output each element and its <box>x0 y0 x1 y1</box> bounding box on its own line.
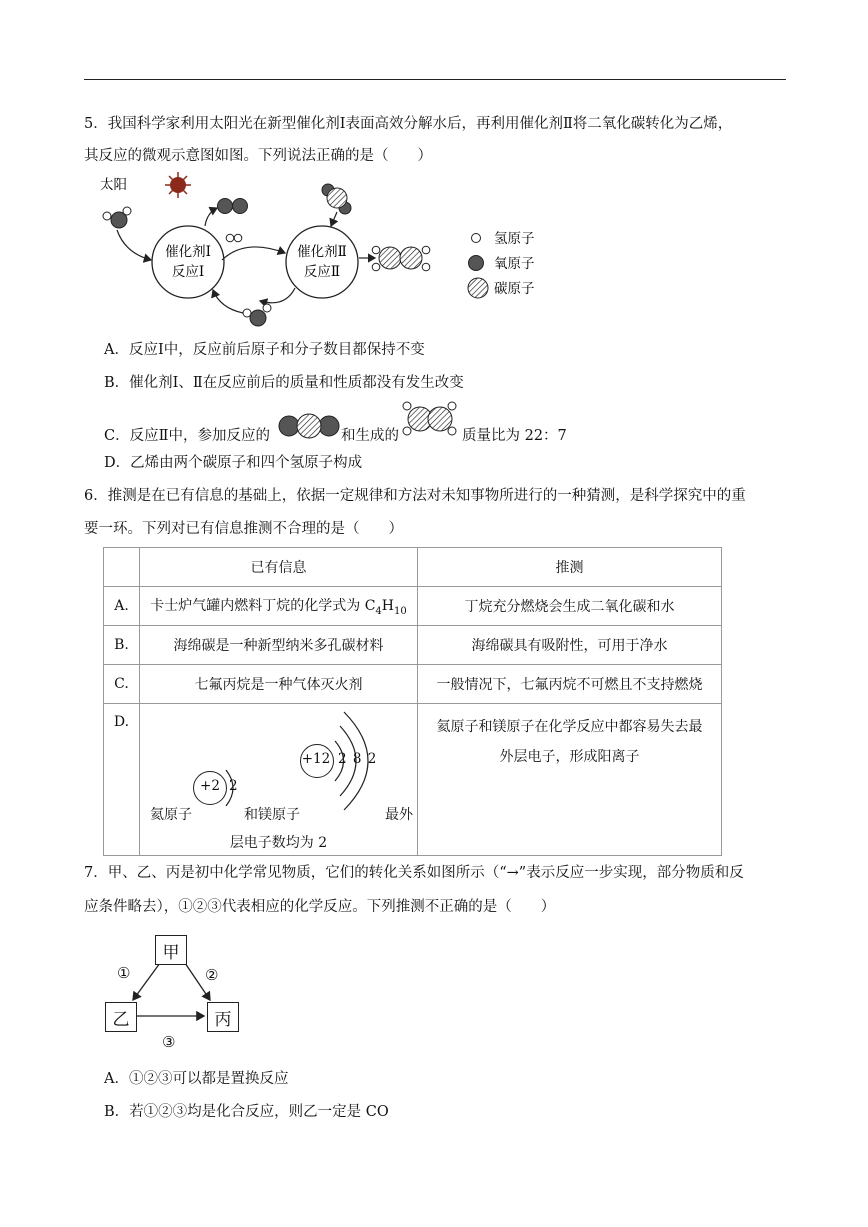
label-reaction-2: ② <box>205 966 219 984</box>
q5-option-c-part3: 质量比为 22：7 <box>462 428 567 444</box>
helium-shell-count: 2 <box>229 778 238 794</box>
q5-option-c-part1: C．反应Ⅱ中，参加反应的 <box>104 428 270 444</box>
q5-option-b[interactable]: B．催化剂Ⅰ、Ⅱ在反应前后的质量和性质都没有发生改变 <box>104 375 464 391</box>
box-yi: 乙 <box>105 1002 137 1032</box>
header-infer: 推测 <box>418 548 722 587</box>
row-label: A. <box>104 587 140 626</box>
q6-info-table <box>103 547 722 856</box>
row-info: 七氟丙烷是一种气体灭火剂 <box>140 665 418 704</box>
table-row-a[interactable] <box>104 587 722 626</box>
q5-option-a[interactable]: A．反应Ⅰ中，反应前后原子和分子数目都保持不变 <box>104 342 425 358</box>
row-label: B. <box>104 626 140 665</box>
row-label: D. <box>104 704 140 856</box>
row-infer: 海绵碳具有吸附性，可用于净水 <box>418 626 722 665</box>
catalyst-1-circle <box>152 226 224 298</box>
q7-stem-line1: 7．甲、乙、丙是初中化学常见物质，它们的转化关系如图所示（“→”表示反应一步实现，部分物质和反 <box>84 865 744 881</box>
ethylene-molecule-icon <box>400 398 460 440</box>
sun-icon <box>165 172 191 198</box>
atom-text-line2: 层电子数均为 2 <box>229 835 328 851</box>
atom-text-helium: 氦原子 <box>150 807 192 823</box>
box-jia: 甲 <box>155 935 187 965</box>
helium-nucleus-charge: +2 <box>200 778 220 794</box>
oxygen-legend-icon <box>469 256 484 271</box>
catalyst-2-circle <box>286 226 358 298</box>
q7-conversion-diagram <box>100 930 245 1050</box>
label-reaction-1: ① <box>117 964 131 982</box>
q6-stem-line1: 6．推测是在已有信息的基础上，依据一定规律和方法对未知事物所进行的一种猜测，是科学探究中的重 <box>84 488 746 504</box>
label-reaction-3: ③ <box>162 1033 176 1051</box>
oxygen-molecule-icon <box>218 199 248 214</box>
magnesium-shell-counts: 2 8 2 <box>338 751 378 767</box>
q5-option-c-part2: 和生成的 <box>341 428 399 444</box>
reaction-1-label: 反应Ⅰ <box>171 264 205 280</box>
row-info: 海绵碳是一种新型纳米多孔碳材料 <box>140 626 418 665</box>
water-molecule-icon <box>103 207 131 228</box>
catalyst-1-label: 催化剂Ⅰ <box>165 244 211 260</box>
table-row-c[interactable] <box>104 665 722 704</box>
table-row-b[interactable] <box>104 626 722 665</box>
row-infer-d <box>418 704 722 856</box>
atom-text-magnesium: 和镁原子 <box>244 807 300 823</box>
q7-option-a[interactable]: A．①②③可以都是置换反应 <box>104 1071 289 1087</box>
reaction-2-label: 反应Ⅱ <box>303 264 341 280</box>
q5-stem-line2: 其反应的微观示意图如图。下列说法正确的是（ ） <box>84 148 432 164</box>
catalyst-2-label: 催化剂Ⅱ <box>297 244 347 260</box>
header-rule <box>84 79 786 80</box>
ethylene-molecule-icon <box>372 246 430 271</box>
hydrogen-molecule-icon <box>226 234 242 242</box>
row-label: C. <box>104 665 140 704</box>
legend-hydrogen: 氢原子 <box>494 231 535 247</box>
table-row-d[interactable] <box>104 704 722 856</box>
hydrogen-legend-icon <box>472 234 481 243</box>
q5-option-c[interactable] <box>104 398 664 444</box>
q6-stem-line2: 要一环。下列对已有信息推测不合理的是（ ） <box>84 521 403 537</box>
row-infer: 丁烷充分燃烧会生成二氧化碳和水 <box>418 587 722 626</box>
q7-stem-line2: 应条件略去），①②③代表相应的化学反应。下列推测不正确的是（ ） <box>84 899 556 915</box>
row-info: 卡士炉气罐内燃料丁烷的化学式为 $C_4H_{10}$ <box>140 587 418 626</box>
water-molecule-output-icon <box>243 304 271 326</box>
header-info: 已有信息 <box>140 548 418 587</box>
q5-reaction-diagram <box>95 168 555 330</box>
infer-d-line2: 外层电子，形成阳离子 <box>499 749 640 765</box>
atom-text-outer: 最外 <box>385 807 413 823</box>
q5-option-d[interactable]: D．乙烯由两个碳原子和四个氢原子构成 <box>104 455 363 471</box>
legend-oxygen: 氧原子 <box>494 256 535 272</box>
sun-label: 太阳 <box>100 177 127 193</box>
table-header-row <box>104 548 722 587</box>
co2-molecule-icon <box>277 412 341 440</box>
row-infer: 一般情况下，七氟丙烷不可燃且不支持燃烧 <box>418 665 722 704</box>
header-blank <box>104 548 140 587</box>
carbon-legend-icon <box>468 278 488 298</box>
q7-option-b[interactable]: B．若①②③均是化合反应，则乙一定是 CO <box>104 1104 389 1120</box>
box-bing: 丙 <box>207 1002 239 1032</box>
infer-d-line1: 氦原子和镁原子在化学反应中都容易失去最 <box>436 719 703 735</box>
magnesium-nucleus-charge: +12 <box>301 751 331 767</box>
co2-molecule-icon <box>322 184 351 214</box>
row-info-atom-diagram <box>140 704 418 856</box>
legend-carbon: 碳原子 <box>494 281 535 297</box>
q5-stem-line1: 5．我国科学家利用太阳光在新型催化剂Ⅰ表面高效分解水后，再利用催化剂Ⅱ将二氧化碳转化为乙烯， <box>84 116 733 132</box>
